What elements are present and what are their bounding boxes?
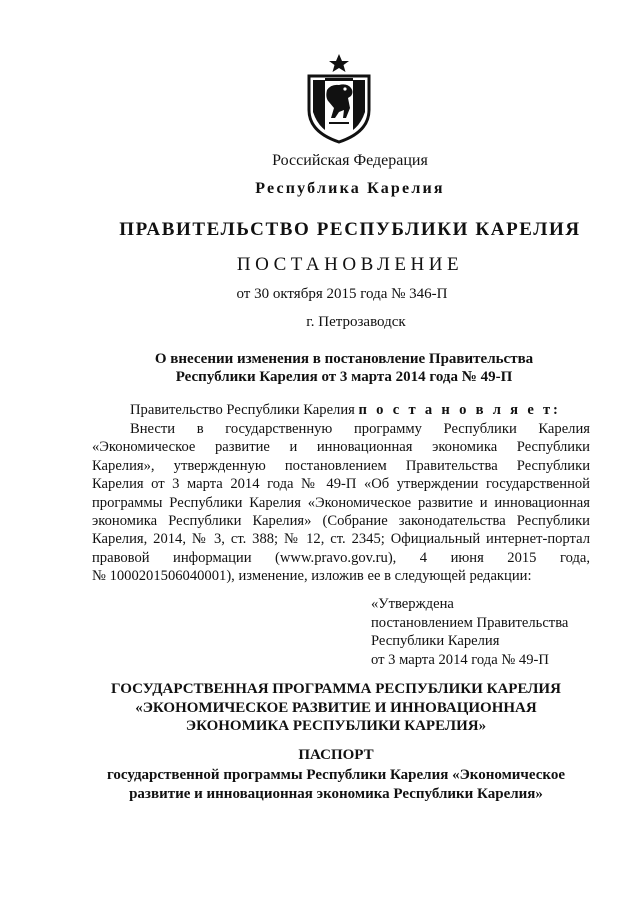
main-paragraph xyxy=(92,420,590,586)
paragraph-line: Карелия от 3 марта 2014 года № 49-П «Об утверждении государственной xyxy=(92,476,590,493)
program-title xyxy=(16,680,640,736)
city-label: г. Петрозаводск xyxy=(306,314,406,330)
program-title-line: ЭКОНОМИКА РЕСПУБЛИКИ КАРЕЛИЯ» xyxy=(185,718,487,735)
paragraph-line: правовой информации (www.pravo.gov.ru), 4 июня 2015 года, xyxy=(92,549,590,566)
paragraph-line: Внести в государственную программу Республики Карелия xyxy=(130,421,590,437)
document-type: ПОСТАНОВЛЕНИЕ xyxy=(236,254,464,275)
paragraph-line: Карелия», утвержденную постановлением Правительства Республики xyxy=(92,457,590,474)
subject-line: О внесении изменения в постановление Правительства xyxy=(154,351,534,367)
paragraph-line: экономика Республики Карелия» (Собрание законодательства Республики xyxy=(92,512,590,529)
decides-word: п о с т а н о в л я е т: xyxy=(358,402,561,418)
passport-subtitle-line: государственной программы Республики Карелия «Экономическое xyxy=(106,767,565,783)
paragraph-line: «Экономическое развитие и инновационная экономика Республики xyxy=(92,439,590,456)
approval-line: от 3 марта 2014 года № 49-П xyxy=(371,651,549,668)
approval-line: «Утверждена xyxy=(371,596,454,612)
approval-line: Республики Карелия xyxy=(371,633,500,650)
passport-subtitle-line: развитие и инновационная экономика Республики Карелия» xyxy=(129,786,543,802)
approval-line: постановлением Правительства xyxy=(371,614,569,631)
subject-line: Республики Карелия от 3 марта 2014 года № 49-П xyxy=(175,369,513,385)
paragraph-line: № 1000201506040001), изменение, изложив ее в следующей редакции: xyxy=(92,568,532,585)
program-title-line: «ЭКОНОМИЧЕСКОЕ РАЗВИТИЕ И ИННОВАЦИОННАЯ xyxy=(135,699,537,716)
republic-label: Республика Карелия xyxy=(255,180,445,197)
program-title-line: ГОСУДАРСТВЕННАЯ ПРОГРАММА РЕСПУБЛИКИ КАРЕЛИЯ xyxy=(111,681,561,697)
karelia-coat-of-arms-icon xyxy=(301,52,377,144)
government-title: ПРАВИТЕЛЬСТВО РЕСПУБЛИКИ КАРЕЛИЯ xyxy=(119,219,581,240)
intro-text: Правительство Республики Карелия xyxy=(130,402,355,418)
passport-heading: ПАСПОРТ xyxy=(298,747,374,763)
passport-subtitle xyxy=(16,766,640,804)
decree-subject xyxy=(24,350,640,386)
intro-line xyxy=(130,402,561,419)
date-number: от 30 октября 2015 года № 346-П xyxy=(236,286,448,302)
federation-label: Российская Федерация xyxy=(272,152,428,169)
paragraph-line: программы Республики Карелия «Экономическое развитие и инновационная xyxy=(92,494,590,511)
approval-stamp-block xyxy=(371,595,568,669)
paragraph-line: Карелия, 2014, № 3, ст. 388; № 12, ст. 2345; Официальный интернет-портал xyxy=(92,531,590,548)
